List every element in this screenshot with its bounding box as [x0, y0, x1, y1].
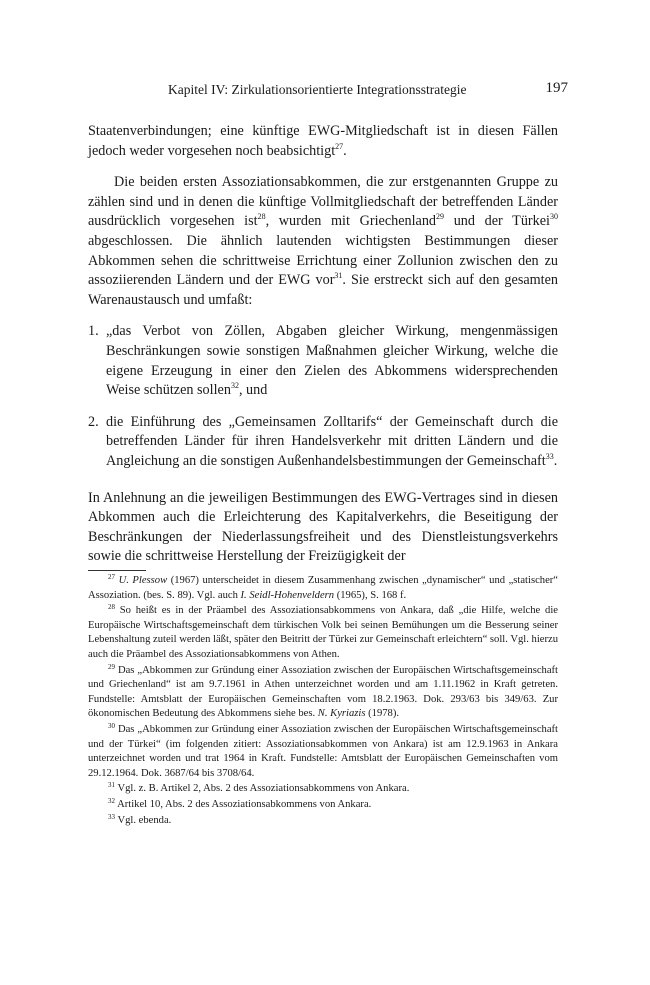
paragraph-association: Die beiden ersten Assoziationsabkommen, die zur erstgenannten Gruppe zu zählen sind und in denen die künftige Vollmitgliedschaft der betreffenden Länder ausdrücklich vorgesehen ist$^{28}$, wurden mit Griechenland$^{29}$ und der Türkei$^{30}$ abgeschlossen. Die ähnlich lautenden wichtigsten Bestimmungen dieser Abkommen sehen die schrittweise Errichtung einer Zollunion zwischen den zu assoziierenden Ländern und der EWG vor$^{31}$. Sie erstreckt sich auf den gesamten Warenaustausch und umfaßt: [88, 174, 559, 308]
main-text [88, 122, 558, 567]
footnote-ref: 32 [230, 381, 239, 391]
footnote-ref: 30 [550, 212, 558, 222]
paragraph-capital: In Anlehnung an die jeweiligen Bestimmungen des EWG-Vertrages sind in diesen Abkommen auch die Erleichterung des Kapitalverkehrs, die Beseitigung der Beschränkungen der Niederlassungsfreiheit und des Dienstleistungsverkehrs sowie die schrittweise Herstellung der Freizügigkeit der [88, 489, 558, 565]
running-title: Kapitel IV: Zirkulationsorientierte Integrationsstrategie [168, 82, 467, 97]
footnote-32: $^{32}$ Artikel 10, Abs. 2 des Assoziationsabkommens von Ankara. [108, 796, 372, 810]
footnote-ref: 28 [257, 212, 266, 222]
list-item: 1. „das Verbot von Zöllen, Abgaben gleicher Wirkung, mengenmässigen Beschränkungen sowie sonstigen Maßnahmen gleicher Wirkung, welche die eigene Erzeugung in einer den Zielen des Abkommens widersprechenden Weise schützen sollen$^{32}$, und [88, 323, 558, 399]
numbered-list [88, 322, 558, 471]
paragraph-continuation: Staatenverbindungen; eine künftige EWG-Mitgliedschaft ist in diesen Fällen jedoch weder vorgesehen noch beabsichtigt$^{27}$. [88, 123, 558, 159]
footnote-ref: 31 [334, 271, 343, 281]
footnote-ref: 33 [545, 451, 554, 461]
list-marker: 2. [88, 413, 99, 430]
page-number: 197 [545, 80, 568, 96]
footnote-rule [88, 570, 146, 571]
footnote-28: $^{28}$ So heißt es in der Präambel des Assoziationsabkommens von Ankara, daß „die Hilfe, welche die Europäische Wirtschaftsgemeinschaft dem türkischen Volk bei seinen Bemühungen um die Besserung seiner Lebenshaltung zuteil werden läßt, später den Beitritt der Türkei zur Gemeinschaft erleichtern“ soll. Vgl. hierzu auch die Präambel des Assoziationsabkommens von Athen. [88, 603, 558, 660]
list-item: 2. die Einführung des „Gemeinsamen Zolltarifs“ der Gemeinschaft durch die betreffenden Länder für ihren Handelsverkehr mit dritten Ländern und die Angleichung an die sonstigen Außenhandelsbestimmungen der Gemeinschaft$^{33}$. [88, 413, 558, 469]
footnote-ref: 27 [335, 141, 344, 151]
list-marker: 1. [88, 323, 99, 340]
page-header [168, 82, 568, 102]
footnote-31: $^{31}$ Vgl. z. B. Artikel 2, Abs. 2 des Assoziationsabkommens von Ankara. [108, 781, 410, 795]
footnote-30: $^{30}$ Das „Abkommen zur Gründung einer Assoziation zwischen der Europäischen Wirtschaftsgemeinschaft und der Türkei“ (im folgenden zitiert: Assoziationsabkommen von Ankara) ist am 12.9.1963 in Ankara unterzeichnet worden und trat 1964 in Kraft. Fundstelle: Amtsblatt der Europäischen Gemeinschaften vom 29.12.1964. Dok. 3687/64 bis 3708/64. [88, 721, 558, 779]
footnote-ref: 29 [436, 212, 445, 222]
footnotes [88, 574, 558, 829]
footnote-29: $^{29}$ Das „Abkommen zur Gründung einer Assoziation zwischen der Europäischen Wirtschaftsgemeinschaft und Griechenland“ ist am 9.7.1961 in Athen unterzeichnet worden und am 1.11.1962 in Kraft getreten. Fundstelle: Amtsblatt der Europäischen Gemeinschaften vom 18.2.1963. Dok. 293/63 bis 349/63. Zur ökonomischen Bedeutung des Abkommens siehe bes. N. Kyriazis (1978). [88, 662, 558, 720]
footnote-27: $^{27}$ U. Plessow (1967) unterscheidet in diesem Zusammenhang zwischen „dynamischer“ und „statischer“ Assoziation. (bes. S. 89). Vgl. auch I. Seidl-Hohenveldern (1965), S. 168 f. [88, 573, 558, 601]
footnote-33: $^{33}$ Vgl. ebenda. [108, 812, 172, 826]
